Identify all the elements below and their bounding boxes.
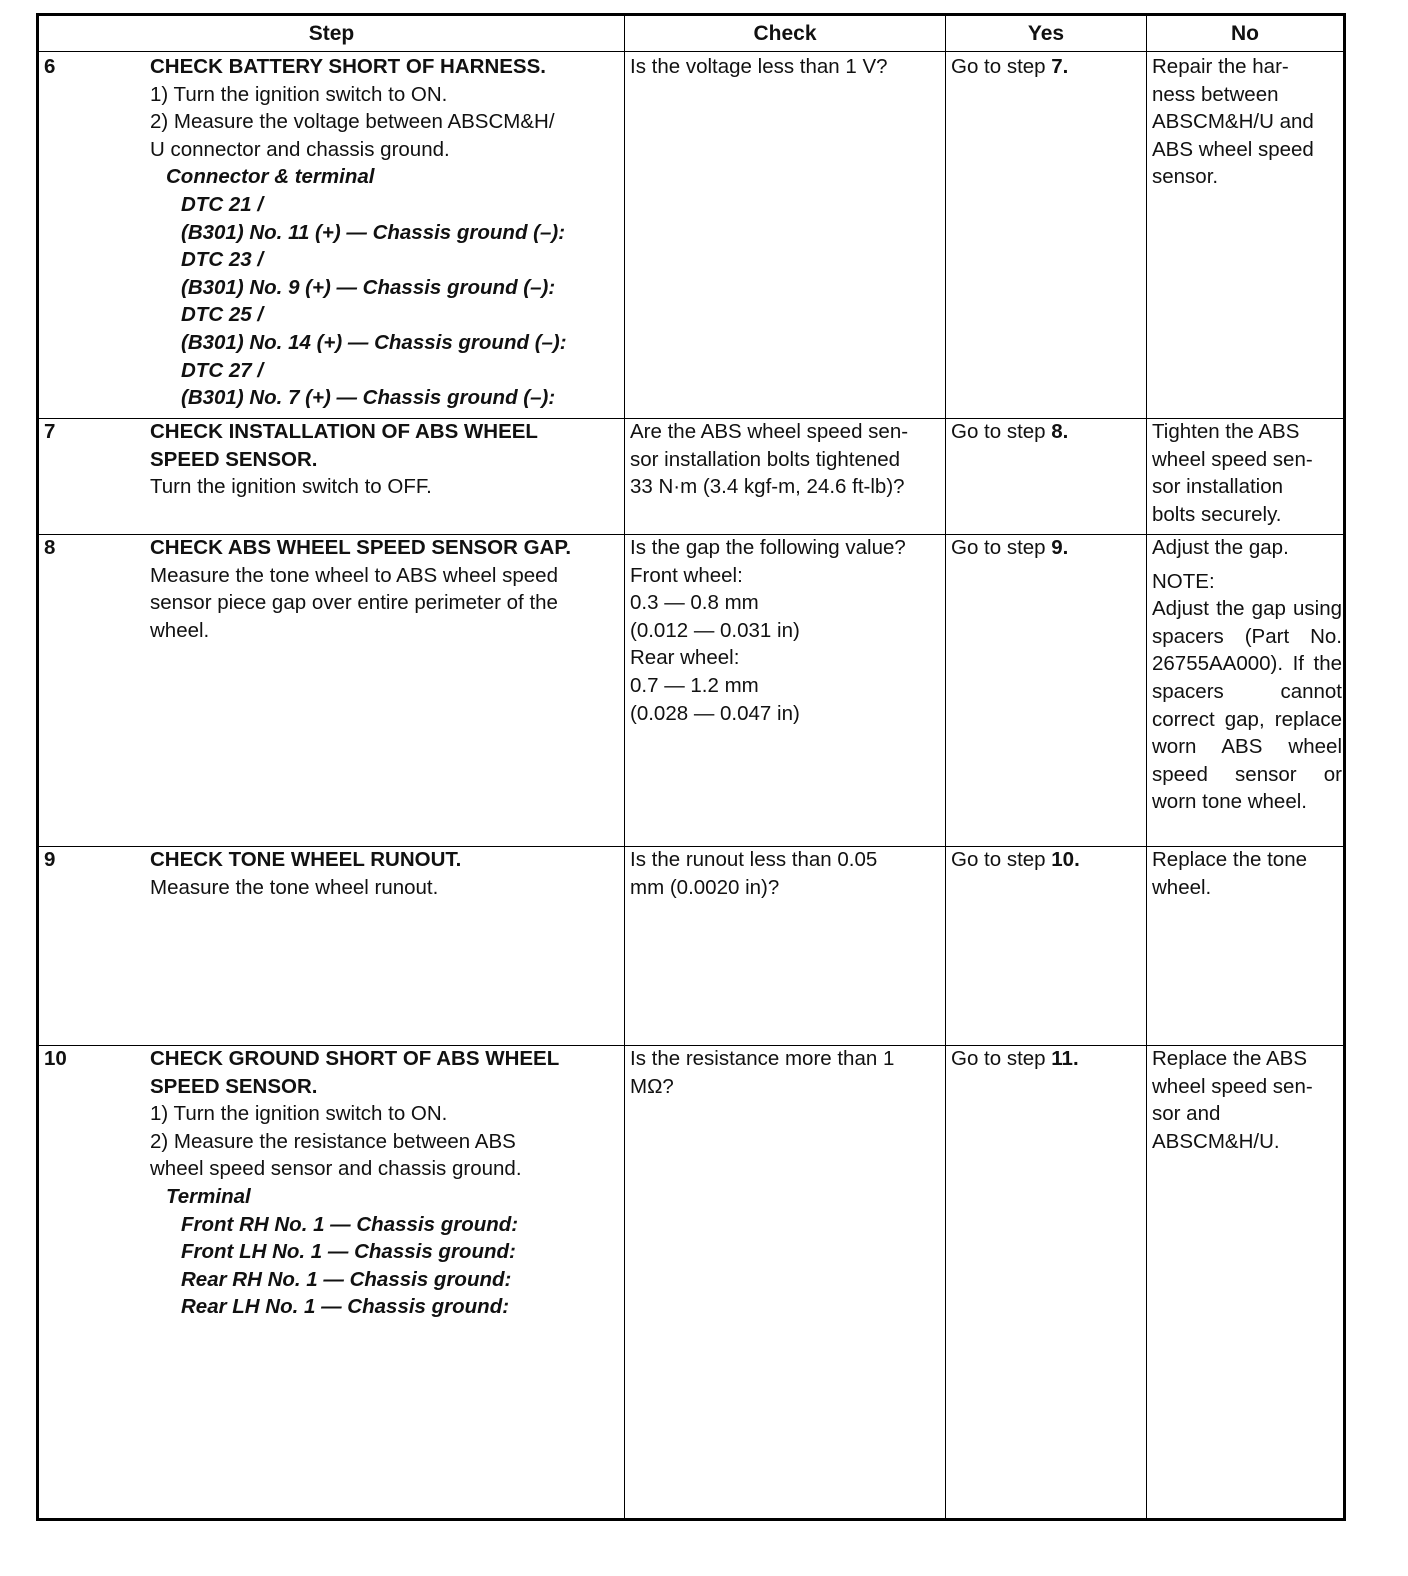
step-title: CHECK ABS WHEEL SPEED SENSOR GAP. — [150, 536, 572, 559]
step-description — [150, 53, 567, 412]
no-line: Tighten the ABS — [1152, 420, 1300, 443]
no-line: ness between — [1152, 82, 1279, 106]
step-line: sensor piece gap over entire perimeter of the — [150, 591, 558, 615]
step-number: 8 — [44, 536, 56, 559]
step-title: CHECK BATTERY SHORT OF HARNESS. — [150, 55, 546, 78]
spec-line: DTC 23 / — [181, 248, 264, 272]
check-line: Is the resistance more than 1 — [630, 1047, 895, 1070]
step-line: 1) Turn the ignition switch to ON. — [150, 1102, 448, 1126]
no-action — [1152, 53, 1314, 191]
check-line: 0.3 — 0.8 mm — [630, 591, 759, 615]
yes-step-link: 9. — [1051, 536, 1069, 559]
divider-yes-no — [1146, 16, 1147, 1518]
note-text: Adjust the gap using spacers (Part No. 26755AA000). If the spacers cannot correct gap, replace worn ABS wheel speed sensor or worn tone wheel. — [1152, 597, 1342, 814]
divider-check-yes — [945, 16, 946, 1518]
step-number: 9 — [44, 848, 56, 871]
check-line: 0.7 — 1.2 mm — [630, 673, 759, 697]
diagnostic-table — [36, 13, 1346, 1521]
check-line: (0.028 — 0.047 in) — [630, 701, 800, 725]
no-line: wheel speed sen- — [1152, 447, 1313, 471]
header-check: Check — [753, 22, 817, 45]
yes-prefix: Go to step — [951, 55, 1052, 78]
check-line: Is the runout less than 0.05 — [630, 848, 878, 871]
spec-line: (B301) No. 11 (+) — Chassis ground (–): — [181, 220, 566, 244]
no-line: wheel speed sen- — [1152, 1074, 1313, 1098]
spec-line: Rear RH No. 1 — Chassis ground: — [181, 1267, 512, 1291]
spec-line: (B301) No. 9 (+) — Chassis ground (–): — [181, 275, 556, 299]
no-action — [1152, 846, 1307, 901]
step-number: 6 — [44, 55, 56, 78]
step-line: wheel speed sensor and chassis ground. — [150, 1157, 522, 1181]
yes-action — [951, 534, 1068, 562]
spec-line: DTC 25 / — [181, 303, 264, 327]
spec-line: Rear LH No. 1 — Chassis ground: — [181, 1295, 510, 1319]
no-line: Repair the har- — [1152, 55, 1289, 78]
spec-heading: Terminal — [166, 1184, 251, 1208]
step-line: 1) Turn the ignition switch to ON. — [150, 82, 448, 106]
spec-line: DTC 21 / — [181, 192, 264, 216]
yes-prefix: Go to step — [951, 536, 1052, 559]
check-line: MΩ? — [630, 1074, 674, 1098]
spec-line: (B301) No. 7 (+) — Chassis ground (–): — [181, 386, 556, 410]
step-title: SPEED SENSOR. — [150, 447, 318, 471]
no-line: Replace the tone — [1152, 848, 1308, 871]
spec-line: DTC 27 / — [181, 358, 264, 382]
check-line: (0.012 — 0.031 in) — [630, 618, 800, 642]
step-line: U connector and chassis ground. — [150, 137, 450, 161]
yes-step-link: 10. — [1051, 848, 1080, 871]
yes-action — [951, 1045, 1079, 1073]
spec-heading: Connector & terminal — [166, 165, 375, 189]
check-line: Rear wheel: — [630, 646, 740, 670]
check-line: 33 N·m (3.4 kgf-m, 24.6 ft-lb)? — [630, 475, 905, 499]
spec-line: Front LH No. 1 — Chassis ground: — [181, 1240, 516, 1264]
yes-action — [951, 418, 1068, 446]
header-no: No — [1231, 22, 1259, 45]
step-line: Measure the tone wheel runout. — [150, 875, 439, 899]
no-line: sor installation — [1152, 475, 1284, 499]
divider-step-check — [624, 16, 625, 1518]
step-description — [150, 1045, 559, 1321]
no-line: Replace the ABS — [1152, 1047, 1307, 1070]
yes-step-link: 7. — [1051, 55, 1069, 78]
step-line: wheel. — [150, 618, 210, 642]
no-line: sor and — [1152, 1102, 1221, 1126]
no-line: ABS wheel speed — [1152, 137, 1314, 161]
spec-line: Front RH No. 1 — Chassis ground: — [181, 1212, 519, 1236]
check-line: mm (0.0020 in)? — [630, 875, 780, 899]
yes-prefix: Go to step — [951, 1047, 1052, 1070]
no-line: bolts securely. — [1152, 502, 1282, 526]
header-yes: Yes — [1027, 22, 1065, 45]
step-description — [150, 534, 571, 644]
yes-prefix: Go to step — [951, 848, 1052, 871]
check-line: Are the ABS wheel speed sen- — [630, 420, 909, 443]
step-title: CHECK GROUND SHORT OF ABS WHEEL — [150, 1047, 560, 1070]
step-line: 2) Measure the resistance between ABS — [150, 1129, 516, 1153]
no-action — [1152, 418, 1313, 528]
step-number: 10 — [44, 1047, 67, 1070]
note-label: NOTE: — [1152, 569, 1215, 593]
no-line: Adjust the gap. — [1152, 536, 1289, 559]
check-text — [630, 534, 906, 727]
yes-action — [951, 846, 1080, 874]
no-action — [1152, 534, 1342, 816]
check-text — [630, 1045, 894, 1100]
step-title: SPEED SENSOR. — [150, 1074, 318, 1098]
yes-step-link: 11. — [1051, 1047, 1079, 1070]
check-text — [630, 846, 877, 901]
divider-header — [39, 51, 1343, 52]
check-line: Front wheel: — [630, 563, 743, 587]
header-step: Step — [308, 22, 355, 45]
spec-line: (B301) No. 14 (+) — Chassis ground (–): — [181, 330, 567, 354]
step-description — [150, 418, 538, 501]
no-line: sensor. — [1152, 165, 1219, 189]
step-line: 2) Measure the voltage between ABSCM&H/ — [150, 110, 555, 134]
no-line: wheel. — [1152, 875, 1212, 899]
step-title: CHECK TONE WHEEL RUNOUT. — [150, 848, 462, 871]
yes-prefix: Go to step — [951, 420, 1052, 443]
step-line: Turn the ignition switch to OFF. — [150, 475, 432, 499]
check-text — [630, 418, 908, 501]
check-line: sor installation bolts tightened — [630, 447, 901, 471]
step-line: Measure the tone wheel to ABS wheel speed — [150, 563, 558, 587]
check-text: Is the voltage less than 1 V? — [630, 55, 888, 78]
no-line: ABSCM&H/U. — [1152, 1129, 1280, 1153]
check-line: Is the gap the following value? — [630, 536, 906, 559]
step-description — [150, 846, 461, 901]
yes-action — [951, 53, 1068, 81]
yes-step-link: 8. — [1051, 420, 1069, 443]
no-action — [1152, 1045, 1313, 1155]
step-title: CHECK INSTALLATION OF ABS WHEEL — [150, 420, 538, 443]
step-number: 7 — [44, 420, 56, 443]
no-line: ABSCM&H/U and — [1152, 110, 1314, 134]
